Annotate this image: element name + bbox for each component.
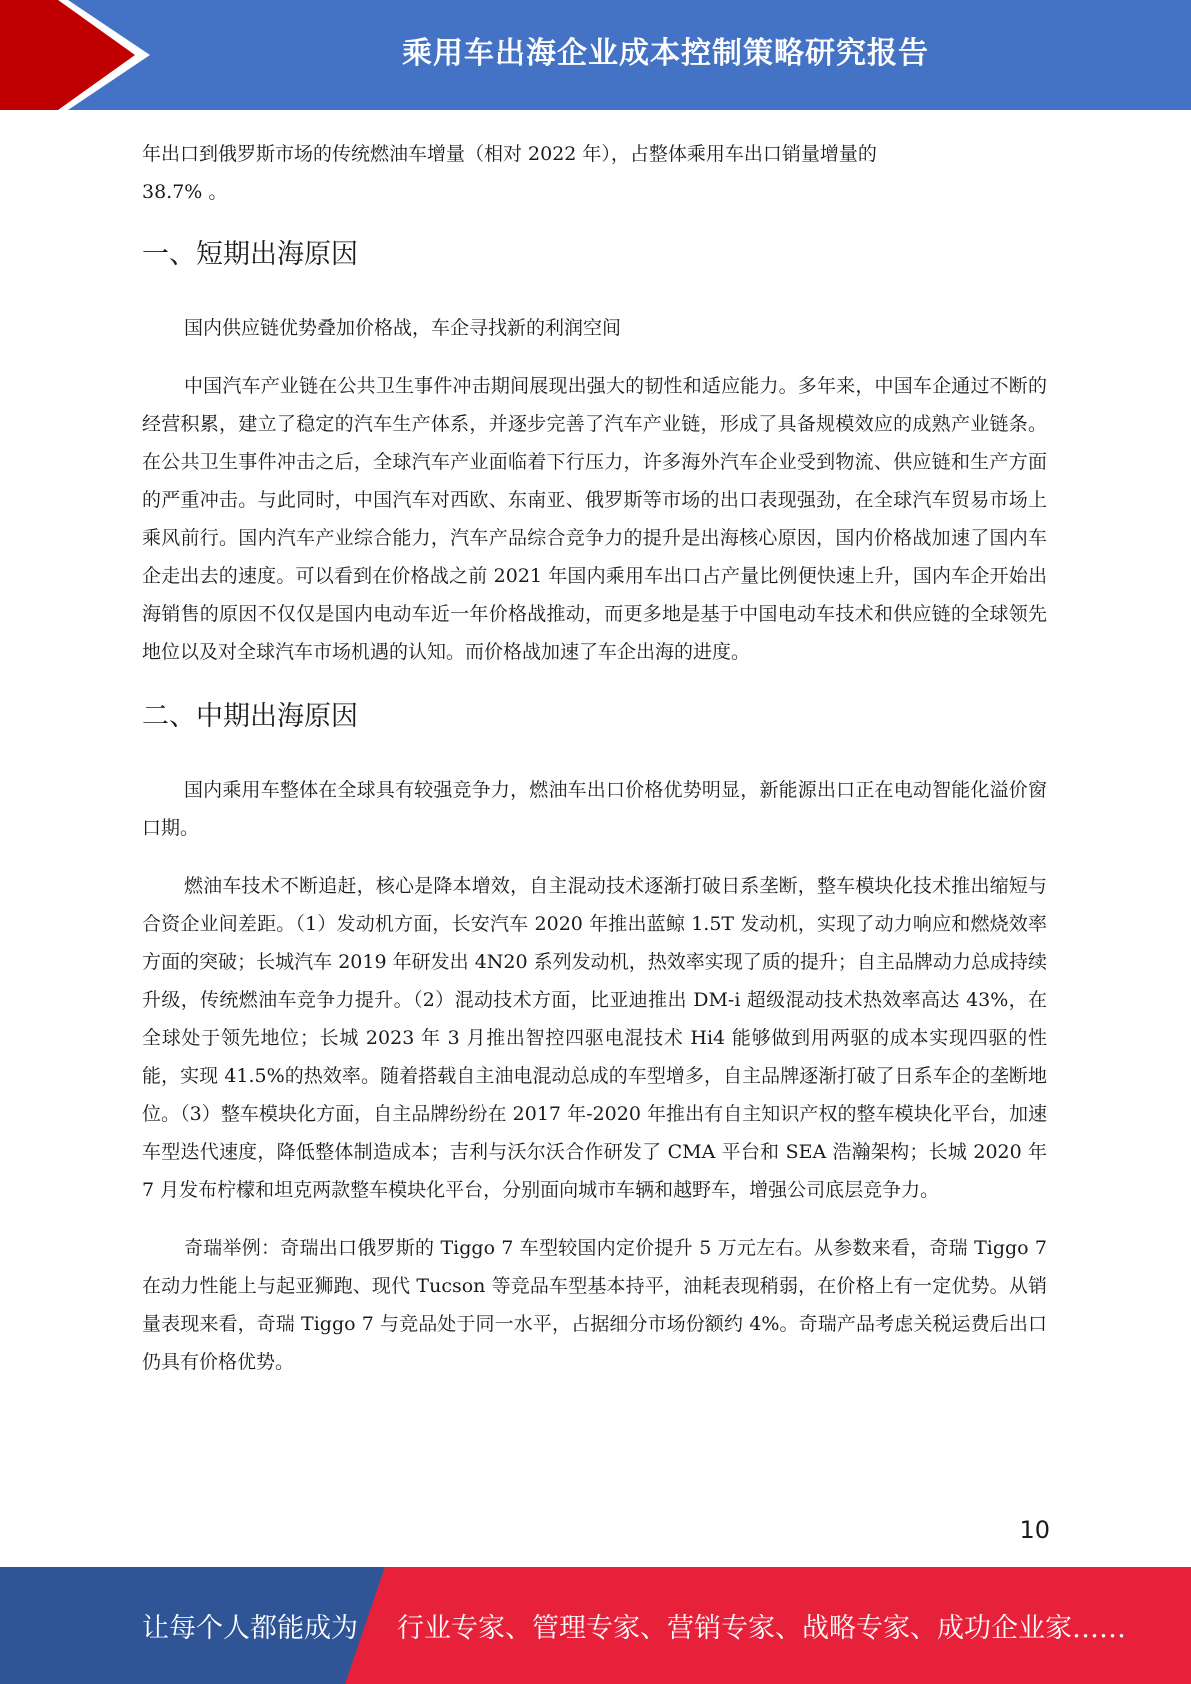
section2-paragraph-chery: 奇瑞举例：奇瑞出口俄罗斯的 Tiggo 7 车型较国内定价提升 5 万元左右。从参数来看，奇瑞 Tiggo 7 在动力性能上与起亚狮跑、现代 Tucson 等竞品车型基本持平，油耗表现稍弱，在价格上有一定优势。从销量表现来看，奇瑞 Tiggo 7 与竞品处于同一水平，占据细分市场份额约 4%。奇瑞产品考虑关税运费后出口仍具有价格优势。: [142, 1237, 1047, 1373]
red-chevron-decoration: [0, 0, 150, 110]
report-title: 乘用车出海企业成本控制策略研究报告: [402, 36, 929, 71]
page-number: 10: [1019, 1516, 1050, 1544]
footer-slogan-right: 行业专家、管理专家、营销专家、战略专家、成功企业家……: [397, 1613, 1126, 1644]
section1-paragraph: 中国汽车产业链在公共卫生事件冲击期间展现出强大的韧性和适应能力。多年来，中国车企通过不断的经营积累，建立了稳定的汽车生产体系，并逐步完善了汽车产业链，形成了具备规模效应的成熟产业链条。在公共卫生事件冲击之后，全球汽车产业面临着下行压力，许多海外汽车企业受到物流、供应链和生产方面的严重冲击。与此同时，中国汽车对西欧、东南亚、俄罗斯等市场的出口表现强劲，在全球汽车贸易市场上乘风前行。国内汽车产业综合能力，汽车产品综合竞争力的提升是出海核心原因，国内价格战加速了国内车企走出去的速度。可以看到在价格战之前 2021 年国内乘用车出口占产量比例便快速上升，国内车企开始出海销售的原因不仅仅是国内电动车近一年价格战推动，而更多地是基于中国电动车技术和供应链的全球领先地位以及对全球汽车市场机遇的认知。而价格战加速了车企出海的进度。: [142, 375, 1047, 663]
page-content: [142, 135, 1047, 1381]
section2-subtitle: 国内乘用车整体在全球具有较强竞争力，燃油车出口价格优势明显，新能源出口正在电动智能化溢价窗口期。: [142, 779, 1047, 839]
page-footer: [0, 1567, 1191, 1684]
intro-line-2: 38.7% 。: [142, 181, 228, 203]
section-heading-short-term: 一、短期出海原因: [142, 239, 358, 270]
page-header: [0, 0, 1191, 110]
section1-subtitle: 国内供应链优势叠加价格战，车企寻找新的利润空间: [184, 317, 622, 339]
section-heading-mid-term: 二、中期出海原因: [142, 701, 358, 732]
footer-slogan-left: 让每个人都能成为: [142, 1613, 358, 1644]
intro-line-1: 年出口到俄罗斯市场的传统燃油车增量（相对 2022 年），占整体乘用车出口销量增量的: [142, 143, 877, 165]
section2-paragraph-tech: 燃油车技术不断追赶，核心是降本增效，自主混动技术逐渐打破日系垄断，整车模块化技术推出缩短与合资企业间差距。（1）发动机方面，长安汽车 2020 年推出蓝鲸 1.5T 发动机，实现了动力响应和燃烧效率方面的突破；长城汽车 2019 年研发出 4N20 系列发动机，热效率实现了质的提升；自主品牌动力总成持续升级，传统燃油车竞争力提升。（2）混动技术方面，比亚迪推出 DM-i 超级混动技术热效率高达 43%，在全球处于领先地位；长城 2023 年 3 月推出智控四驱电混技术 Hi4 能够做到用两驱的成本实现四驱的性能，实现 41.5%的热效率。随着搭载自主油电混动总成的车型增多，自主品牌逐渐打破了日系车企的垄断地位。（3）整车模块化方面，自主品牌纷纷在 2017 年-2020 年推出有自主知识产权的整车模块化平台，加速车型迭代速度，降低整体制造成本；吉利与沃尔沃合作研发了 CMA 平台和 SEA 浩瀚架构；长城 2020 年 7 月发布柠檬和坦克两款整车模块化平台，分别面向城市车辆和越野车，增强公司底层竞争力。: [142, 875, 1047, 1201]
